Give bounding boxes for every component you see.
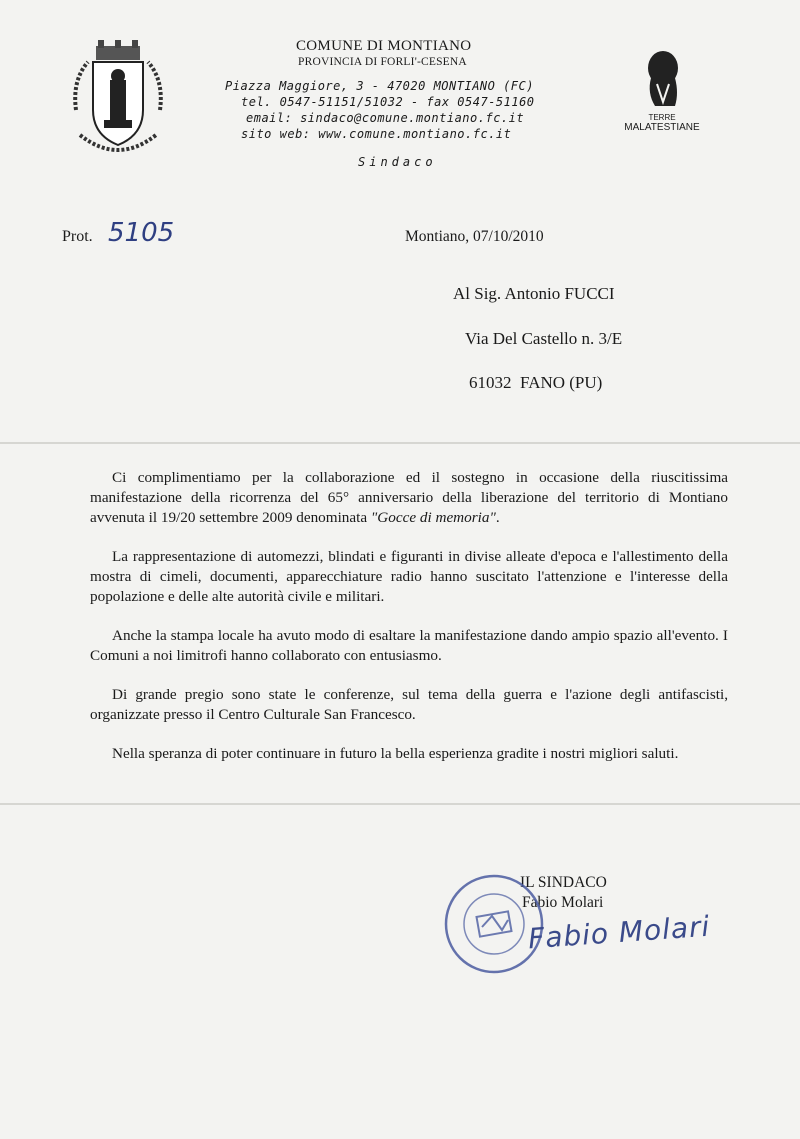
paper-fold-line	[0, 803, 800, 805]
email-line: email: sindaco@comune.montiano.fc.it	[246, 111, 525, 125]
terre-malatestiane-logo	[612, 48, 712, 133]
paragraph-1-text: Ci complimentiamo per la collaborazione ed il sostegno in occasione della riuscitissima manifestazione della ricorrenza del 65° anniversario della liberazione del territorio di Montiano avvenuta il 19/20 settembre 2009 denominata	[90, 469, 728, 526]
place-date: Montiano, 07/10/2010	[405, 228, 544, 245]
protocol-number: 5105	[108, 218, 175, 248]
paragraph-5: Nella speranza di poter continuare in futuro la bella esperienza gradite i nostri migliori saluti.	[112, 745, 679, 762]
event-name: "Gocce di memoria"	[370, 509, 496, 526]
phone-line: tel. 0547-51151/51032 - fax 0547-51160	[241, 95, 535, 109]
signatory-name: Fabio Molari	[522, 894, 604, 911]
handwritten-signature: Fabio Molari	[527, 909, 712, 956]
logo-line-1: TERRE	[648, 113, 676, 122]
province-name: PROVINCIA DI FORLI'-CESENA	[298, 56, 467, 68]
profile-head-icon	[637, 48, 687, 108]
paragraph-1	[90, 468, 728, 528]
signature-title: IL SINDACO	[520, 874, 607, 891]
paragraph-4: Di grande pregio sono state le conferenze, sul tema della guerra e l'azione degli antifascisti, organizzate presso il Centro Culturale San Francesco.	[90, 686, 728, 723]
recipient-name: Al Sig. Antonio FUCCI	[453, 284, 615, 303]
paragraph-2: La rappresentazione di automezzi, blindati e figuranti in divise alleate d'epoca e l'allestimento della mostra di cimeli, documenti, apparecchiature radio hanno suscitato l'attenzione e l'interesse della popolazione e delle alte autorità civile e militari.	[90, 548, 728, 605]
letter-body	[90, 468, 728, 783]
municipality-name: COMUNE DI MONTIANO	[296, 38, 472, 54]
paper-fold-line	[0, 442, 800, 444]
office-label: Sindaco	[358, 155, 437, 169]
recipient-city: 61032 FANO (PU)	[469, 373, 603, 392]
logo-line-2: MALATESTIANE	[624, 122, 700, 133]
coat-of-arms-logo	[68, 40, 168, 160]
website-line: sito web: www.comune.montiano.fc.it	[241, 127, 512, 141]
address-line: Piazza Maggiore, 3 - 47020 MONTIANO (FC)	[225, 79, 534, 93]
recipient-street: Via Del Castello n. 3/E	[465, 329, 623, 348]
paragraph-3: Anche la stampa locale ha avuto modo di esaltare la manifestazione dando ampio spazio all'evento. I Comuni a noi limitrofi hanno collaborato con entusiasmo.	[90, 627, 728, 664]
protocol-label: Prot.	[62, 228, 93, 245]
paragraph-1-end: .	[495, 509, 500, 526]
